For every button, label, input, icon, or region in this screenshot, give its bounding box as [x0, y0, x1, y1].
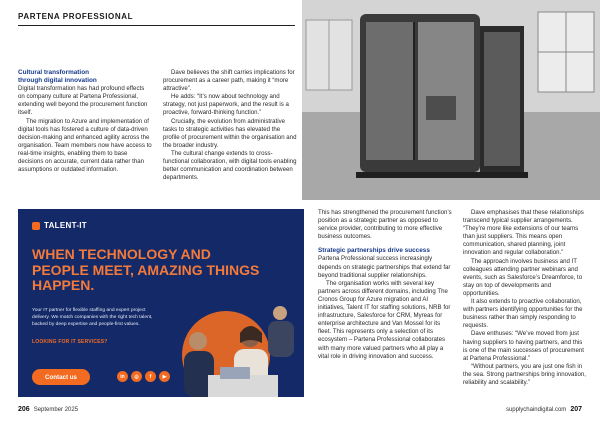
paragraph: He adds: “It’s now about technology and strategy, not just paperwork, and the result is a proactive, forward-thinking function.” — [163, 93, 289, 117]
page-number: 206 — [18, 406, 30, 413]
paragraph: Dave enthuses: “We’ve moved from just having suppliers to having partners, and this is one of the main successes of procurement at Partena Professional.” — [463, 330, 584, 362]
header-rule — [18, 25, 295, 26]
article-column-2 — [163, 69, 297, 182]
office-pod-photo — [302, 0, 600, 200]
paragraph: Partena Professional success increasingly depends on strategic partnerships that extend far beyond traditional supplier relationships. — [318, 255, 451, 279]
section-heading: Strategic partnerships drive success — [318, 247, 430, 255]
advert-logo-text: TALENT-IT — [44, 221, 87, 230]
article-column-4 — [463, 209, 587, 387]
section-header: PARTENA PROFESSIONAL — [18, 12, 134, 21]
paragraph: Dave emphasises that these relationships transcend typical supplier arrangements. “They’re more like extensions of our teams than just suppliers. This means open communication, shared planning, joint innovation and regular collaboration.” — [463, 209, 584, 257]
right-folio — [506, 406, 582, 413]
facebook-icon[interactable]: f — [145, 371, 156, 382]
advert-logo — [32, 221, 87, 230]
youtube-icon[interactable]: ▶ — [159, 371, 170, 382]
paragraph: The organisation works with several key partners across different domains, including The Cronos Group for Azure migration and AI initiatives, Talent IT for staffing solutions, NRB for infrastructure, Salesforce for CRM, Myreas for enterprise architecture and Van Mossel for its fleet. This represents only a selection of its ecosystem – Partena Professional collaborates with many more valued partners who all play a vital role in driving innovation and success. — [318, 279, 451, 360]
paragraph: The approach involves business and IT colleagues attending partner webinars and events, such as Salesforce’s Dreamforce, to stay on top of developments and opportunities. — [463, 257, 583, 297]
left-folio — [18, 406, 78, 413]
paragraph: The migration to Azure and implementation of digital tools has fostered a culture of data-driven decision-making and enhanced agility across the organisation. Team members now have access to real-time insights, enabling them to base decisions on accurate, current data rather than assumptions or outdated information. — [18, 117, 152, 174]
office-pod-illustration — [302, 0, 600, 200]
heading-line: through digital innovation — [18, 77, 97, 85]
paragraph: Crucially, the evolution from administrative tasks to strategic activities has elevated the profile of procurement within the organisation and the broader industry. — [163, 117, 297, 149]
article-column-1 — [18, 69, 152, 174]
paragraph: “Without partners, you are just one fish in the sea. Strong partnerships bring innovation, reliability and scalability.” — [463, 362, 586, 386]
talent-it-advert — [18, 209, 304, 397]
talent-it-logo-icon — [32, 222, 40, 230]
site-url: supplychaindigital.com — [505, 407, 567, 413]
paragraph: It also extends to proactive collaboration, with partners identifying opportunities for the business rather than simply responding to requests. — [463, 298, 583, 330]
linkedin-icon[interactable]: in — [117, 371, 128, 382]
advert-people-photo — [168, 297, 304, 397]
page-number: 207 — [570, 406, 582, 413]
instagram-icon[interactable]: ◎ — [131, 371, 142, 382]
paragraph: This has strengthened the procurement function’s position as a strategic partner as opposed to service provider, contributing to more effective business outcomes. — [318, 209, 452, 241]
contact-us-button[interactable]: Contact us — [32, 369, 90, 385]
advert-headline: WHEN TECHNOLOGY AND PEOPLE MEET, AMAZING THINGS HAPPEN. — [32, 246, 260, 293]
article-column-3 — [318, 209, 453, 361]
advert-cta-text: LOOKING FOR IT SERVICES? — [32, 339, 108, 345]
paragraph: Digital transformation has had profound effects on company culture at Partena Professional, extending well beyond the procurement function itself. — [18, 85, 148, 117]
paragraph: The cultural change extends to cross-functional collaboration, with digital tools enabling better communication and coordination between departments. — [163, 149, 297, 182]
advert-body: Your IT partner for flexible staffing and expert project delivery. We match companies with the right tech talent, backed by deep expertise and people-first values. — [32, 308, 153, 327]
heading-line: Cultural transformation — [18, 69, 90, 76]
issue-date: September 2025 — [33, 407, 79, 413]
paragraph: Dave believes the shift carries implications for procurement as a career path, making it “more attractive”. — [163, 69, 295, 93]
section-heading — [18, 69, 152, 85]
social-links — [117, 371, 170, 382]
